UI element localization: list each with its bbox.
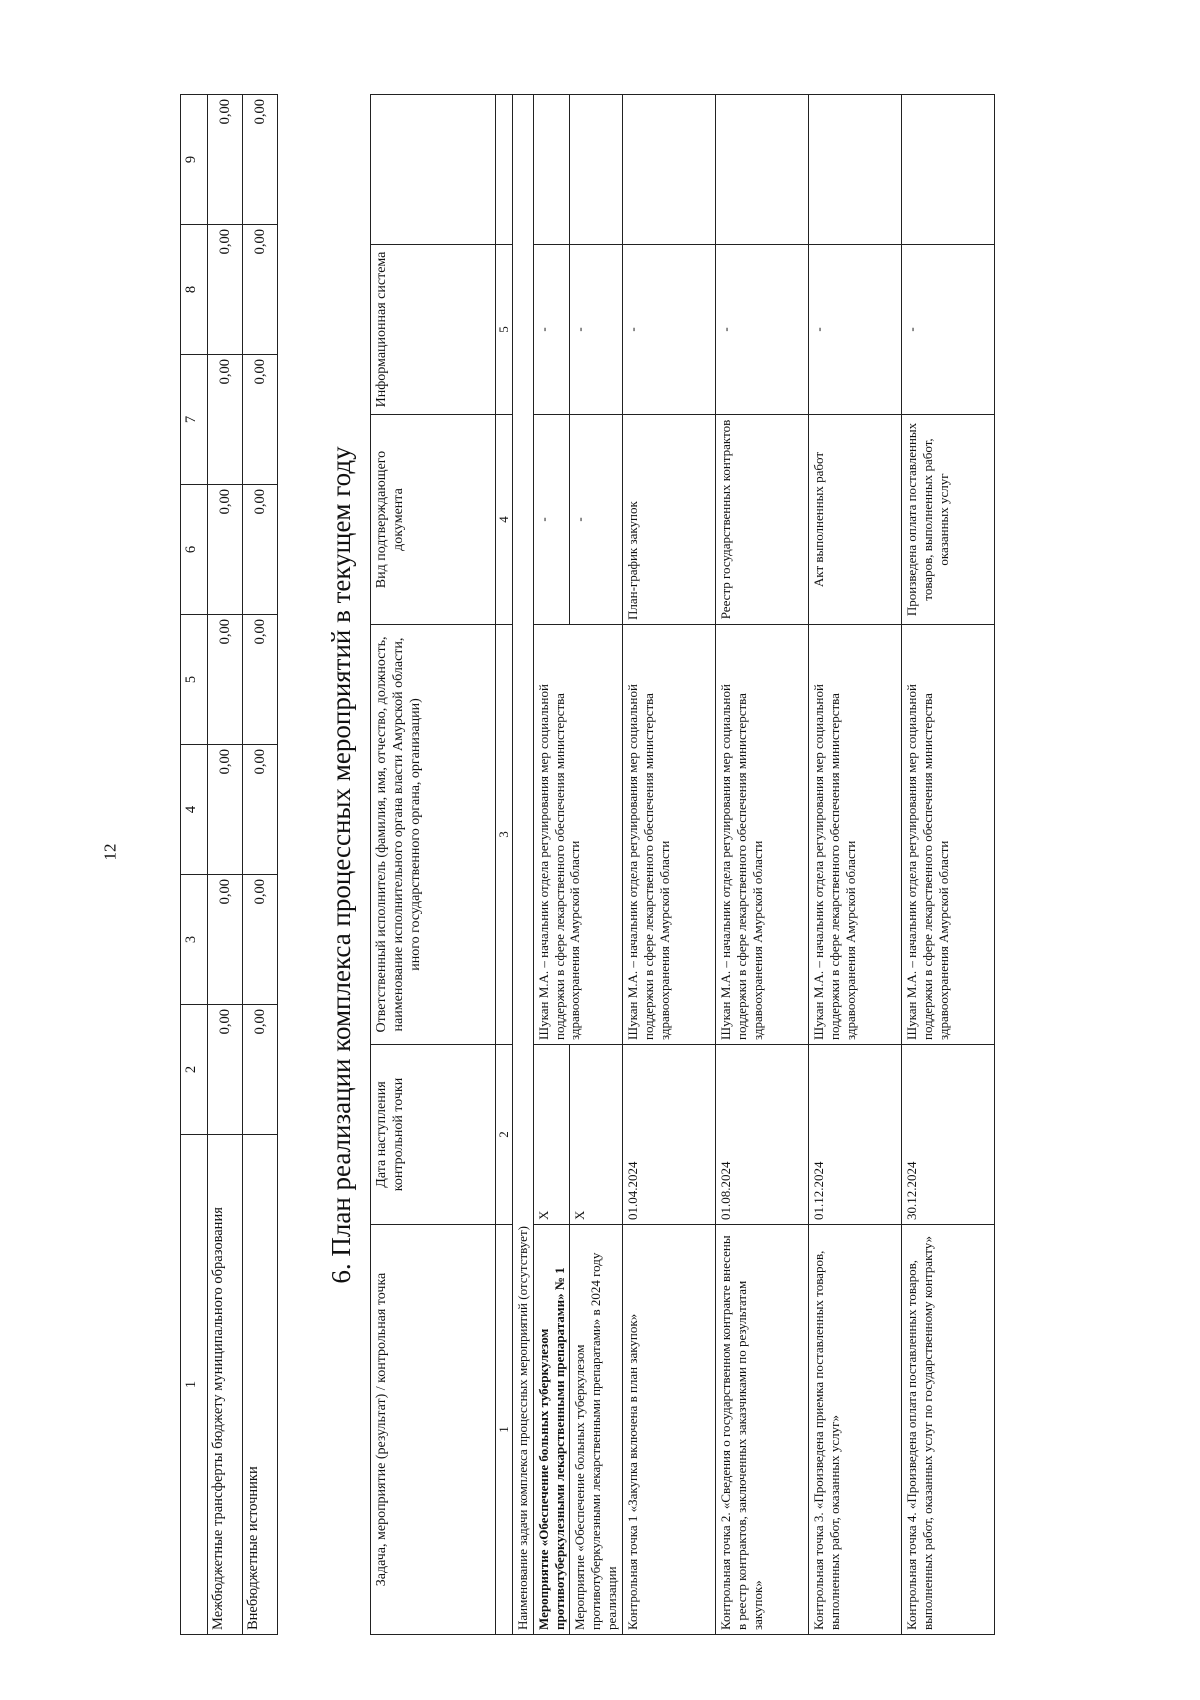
finance-cell: 0,00 [208, 1005, 243, 1135]
plan-cell-executor: Шукан М.А. – начальник отдела регулирования мер социальной поддержки в сфере лекарственного обеспечения министерства здравоохранения Амурской области [533, 625, 622, 1045]
plan-cell-doc: - [533, 415, 570, 625]
plan-cell-system: - [716, 245, 809, 415]
plan-row [809, 95, 902, 1635]
plan-cell-empty [623, 95, 716, 245]
finance-cell: 0,00 [243, 355, 278, 485]
plan-task-name: Наименование задачи комплекса процессных мероприятий (отсутствует) [512, 95, 533, 1635]
plan-cell-executor: Шукан М.А. – начальник отдела регулирования мер социальной поддержки в сфере лекарственного обеспечения министерства здравоохранения Амурской области [716, 625, 809, 1045]
finance-cell: 0,00 [208, 225, 243, 355]
finance-table [180, 94, 278, 1635]
plan-cell-date: 01.04.2024 [623, 1045, 716, 1225]
plan-cell-empty [809, 95, 902, 245]
plan-cell-doc: План-график закупок [623, 415, 716, 625]
plan-header-cell: Информационная система [371, 245, 496, 415]
finance-cell: 0,00 [208, 95, 243, 225]
plan-index-cell: 3 [496, 625, 513, 1045]
plan-row [716, 95, 809, 1635]
plan-header-cell: Вид подтверждающего документа [371, 415, 496, 625]
finance-cell: 0,00 [243, 485, 278, 615]
finance-cell: 0,00 [243, 615, 278, 745]
plan-cell-date: 01.08.2024 [716, 1045, 809, 1225]
finance-cell: 0,00 [208, 875, 243, 1005]
plan-header-cell: Задача, мероприятие (результат) / контрольная точка [371, 1225, 496, 1635]
plan-cell-name: Контрольная точка 2. «Сведения о государственном контракте внесены в реестр контрактов, заключенных заказчиками по результатам закупок» [716, 1225, 809, 1635]
plan-row [623, 95, 716, 1635]
finance-cell: 0,00 [208, 615, 243, 745]
finance-header-cell: 4 [181, 745, 208, 875]
finance-header-cell: 8 [181, 225, 208, 355]
plan-cell-empty [716, 95, 809, 245]
plan-cell-name: Контрольная точка 1 «Закупка включена в план закупок» [623, 1225, 716, 1635]
plan-cell-name: Контрольная точка 3. «Произведена приемка поставленных товаров, выполненных работ, оказанных услуг» [809, 1225, 902, 1635]
finance-header-row [181, 95, 208, 1635]
plan-cell-empty [570, 95, 623, 245]
plan-cell-doc: Произведена оплата поставленных товаров, выполненных работ, оказанных услуг [902, 415, 995, 625]
finance-cell: 0,00 [243, 745, 278, 875]
finance-header-cell: 7 [181, 355, 208, 485]
finance-cell: 0,00 [208, 745, 243, 875]
finance-header-cell: 6 [181, 485, 208, 615]
plan-cell-system: - [570, 245, 623, 415]
plan-index-cell-empty [496, 95, 513, 245]
plan-cell-name: Мероприятие «Обеспечение больных туберкулезом противотуберкулезными лекарственными препаратами» в 2024 году реализации [570, 1225, 623, 1635]
plan-cell-executor: Шукан М.А. – начальник отдела регулирования мер социальной поддержки в сфере лекарственного обеспечения министерства здравоохранения Амурской области [809, 625, 902, 1045]
plan-row [902, 95, 995, 1635]
section-title: 6. План реализации комплекса процессных мероприятий в текущем году [326, 446, 356, 1284]
finance-header-cell: 2 [181, 1005, 208, 1135]
plan-index-cell: 5 [496, 245, 513, 415]
finance-row-label: Межбюджетные трансферты бюджету муниципального образования [208, 1135, 243, 1635]
finance-cell: 0,00 [243, 1005, 278, 1135]
finance-header-cell: 9 [181, 95, 208, 225]
rotated-page [180, 25, 1200, 1635]
finance-cell: 0,00 [243, 875, 278, 1005]
plan-cell-date: 30.12.2024 [902, 1045, 995, 1225]
plan-header-cell: Дата наступления контрольной точки [371, 1045, 496, 1225]
finance-cell: 0,00 [243, 95, 278, 225]
finance-cell: 0,00 [243, 225, 278, 355]
plan-cell-system: - [809, 245, 902, 415]
plan-cell-date: Х [570, 1045, 623, 1225]
plan-cell-executor: Шукан М.А. – начальник отдела регулирования мер социальной поддержки в сфере лекарственного обеспечения министерства здравоохранения Амурской области [902, 625, 995, 1045]
plan-cell-doc: Реестр государственных контрактов [716, 415, 809, 625]
plan-cell-date: Х [533, 1045, 570, 1225]
plan-table [370, 94, 995, 1635]
plan-index-cell: 2 [496, 1045, 513, 1225]
plan-cell-name: Мероприятие «Обеспечение больных туберкулезом противотуберкулезными лекарственными препаратами» № 1 [533, 1225, 570, 1635]
plan-header-cell: Ответственный исполнитель (фамилия, имя, отчество, должность, наименование исполнительного органа власти Амурской области, иного государственного органа, организации) [371, 625, 496, 1045]
finance-cell: 0,00 [208, 355, 243, 485]
finance-header-cell: 5 [181, 615, 208, 745]
plan-header-row [371, 95, 496, 1635]
plan-row [533, 95, 570, 1635]
finance-row [243, 95, 278, 1635]
plan-task-row [512, 95, 533, 1635]
finance-row-label: Внебюджетные источники [243, 1135, 278, 1635]
plan-index-row [496, 95, 513, 1635]
plan-index-cell: 1 [496, 1225, 513, 1635]
plan-index-cell: 4 [496, 415, 513, 625]
plan-cell-doc: - [570, 415, 623, 625]
plan-cell-system: - [623, 245, 716, 415]
plan-cell-system: - [902, 245, 995, 415]
plan-cell-empty [533, 95, 570, 245]
plan-cell-system: - [533, 245, 570, 415]
page-number: 12 [100, 843, 120, 861]
finance-cell: 0,00 [208, 485, 243, 615]
plan-header-cell-empty [371, 95, 496, 245]
finance-header-cell: 1 [181, 1135, 208, 1635]
plan-cell-executor: Шукан М.А. – начальник отдела регулирования мер социальной поддержки в сфере лекарственного обеспечения министерства здравоохранения Амурской области [623, 625, 716, 1045]
finance-header-cell: 3 [181, 875, 208, 1005]
plan-cell-empty [902, 95, 995, 245]
plan-cell-doc: Акт выполненных работ [809, 415, 902, 625]
plan-cell-date: 01.12.2024 [809, 1045, 902, 1225]
plan-cell-name: Контрольная точка 4. «Произведена оплата поставленных товаров, выполненных работ, оказанных услуг по государственному контракту» [902, 1225, 995, 1635]
finance-row [208, 95, 243, 1635]
